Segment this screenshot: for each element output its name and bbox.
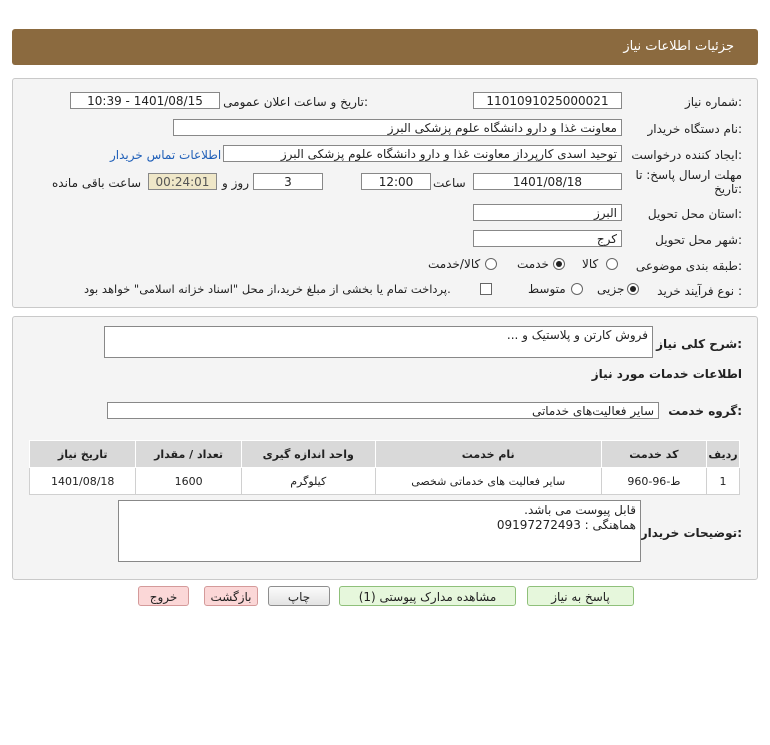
buyer-field[interactable]: معاونت غذا و دارو دانشگاه علوم پزشکی البرز (173, 119, 622, 136)
col-quantity: تعداد / مقدار (136, 441, 241, 468)
table-row (30, 468, 740, 495)
back-button[interactable]: بازگشت (204, 586, 258, 606)
summary-label: شرح کلی نیاز: (656, 337, 742, 351)
process-option-medium: متوسط (528, 282, 566, 296)
announce-field[interactable]: 1401/08/15 - 10:39 (70, 92, 220, 109)
deadline-date-field[interactable]: 1401/08/18 (473, 173, 622, 190)
payment-note: پرداخت تمام یا بخشی از مبلغ خرید،از محل "اسناد خزانه اسلامی" خواهد بود. (84, 282, 451, 296)
cell-service-name: سایر فعالیت های خدماتی شخصی (375, 468, 601, 495)
category-option-goods-service: کالا/خدمت (428, 257, 481, 271)
buyer-notes-field[interactable] (118, 500, 641, 562)
days-label: روز و (222, 176, 249, 190)
buyer-contact-link[interactable]: اطلاعات تماس خریدار (110, 148, 222, 162)
announce-label: تاریخ و ساعت اعلان عمومی: (223, 95, 368, 109)
col-need-date: تاریخ نیاز (30, 441, 136, 468)
page-title: جزئیات اطلاعات نیاز (623, 39, 734, 54)
deadline-label-date: تاریخ: (714, 182, 742, 196)
buyer-label: نام دستگاه خریدار: (647, 122, 742, 136)
province-label: استان محل تحویل: (647, 207, 742, 221)
days-field[interactable]: 3 (253, 173, 323, 190)
category-radio-service[interactable] (553, 258, 565, 270)
remaining-time-field: 00:24:01 (148, 173, 217, 190)
process-radio-medium[interactable] (571, 283, 583, 295)
creator-label: ایجاد کننده درخواست: (631, 148, 742, 162)
buyer-notes-line-2: هماهنگی : 09197272493 (496, 518, 636, 532)
process-radio-minor[interactable] (627, 283, 639, 295)
deadline-time-label: ساعت (433, 176, 466, 190)
category-option-goods: کالا (582, 257, 599, 271)
cell-row: 1 (707, 468, 740, 495)
col-service-code: کد خدمت (601, 441, 706, 468)
process-option-minor: جزیی (597, 282, 625, 296)
page-header (12, 29, 758, 65)
treasury-checkbox[interactable] (480, 283, 492, 295)
process-label: نوع فرآیند خرید : (657, 284, 742, 298)
category-option-service: خدمت (517, 257, 549, 271)
category-label: طبقه بندی موضوعی: (635, 259, 742, 273)
table-header-row (30, 441, 740, 468)
col-service-name: نام خدمت (375, 441, 601, 468)
category-radio-goods-service[interactable] (485, 258, 497, 270)
summary-field[interactable]: فروش کارتن و پلاستیک و ... (104, 326, 653, 358)
city-field[interactable]: کرج (473, 230, 622, 247)
services-heading: اطلاعات خدمات مورد نیاز (591, 367, 742, 381)
cell-unit: کیلوگرم (241, 468, 375, 495)
cell-need-date: 1401/08/18 (30, 468, 136, 495)
exit-button[interactable]: خروج (138, 586, 189, 606)
service-group-label: گروه خدمت: (668, 404, 742, 418)
category-radio-goods[interactable] (606, 258, 618, 270)
need-number-label: شماره نیاز: (684, 95, 742, 109)
cell-service-code: ط-96-960 (601, 468, 706, 495)
reply-button[interactable]: پاسخ به نیاز (527, 586, 634, 606)
province-field[interactable]: البرز (473, 204, 622, 221)
service-group-field[interactable]: سایر فعالیت‌های خدماتی (107, 402, 659, 419)
need-info-panel (12, 78, 758, 308)
deadline-time-field[interactable]: 12:00 (361, 173, 431, 190)
creator-field[interactable]: توحید اسدی کارپرداز معاونت غذا و دارو دانشگاه علوم پزشکی البرز (223, 145, 622, 162)
col-row: ردیف (707, 441, 740, 468)
attachments-button[interactable]: مشاهده مدارک پیوستی (1) (339, 586, 516, 606)
deadline-label: مهلت ارسال پاسخ: تا (635, 168, 742, 182)
cell-quantity: 1600 (136, 468, 241, 495)
buyer-notes-line-1: قابل پیوست می باشد. (524, 503, 636, 517)
buyer-notes-label: توضیحات خریدار: (640, 526, 742, 540)
remaining-label: ساعت باقی مانده (52, 176, 142, 190)
services-table (29, 440, 740, 495)
col-unit: واحد اندازه گیری (241, 441, 375, 468)
print-button[interactable]: چاپ (268, 586, 330, 606)
need-number-field[interactable]: 1101091025000021 (473, 92, 622, 109)
city-label: شهر محل تحویل: (655, 233, 742, 247)
